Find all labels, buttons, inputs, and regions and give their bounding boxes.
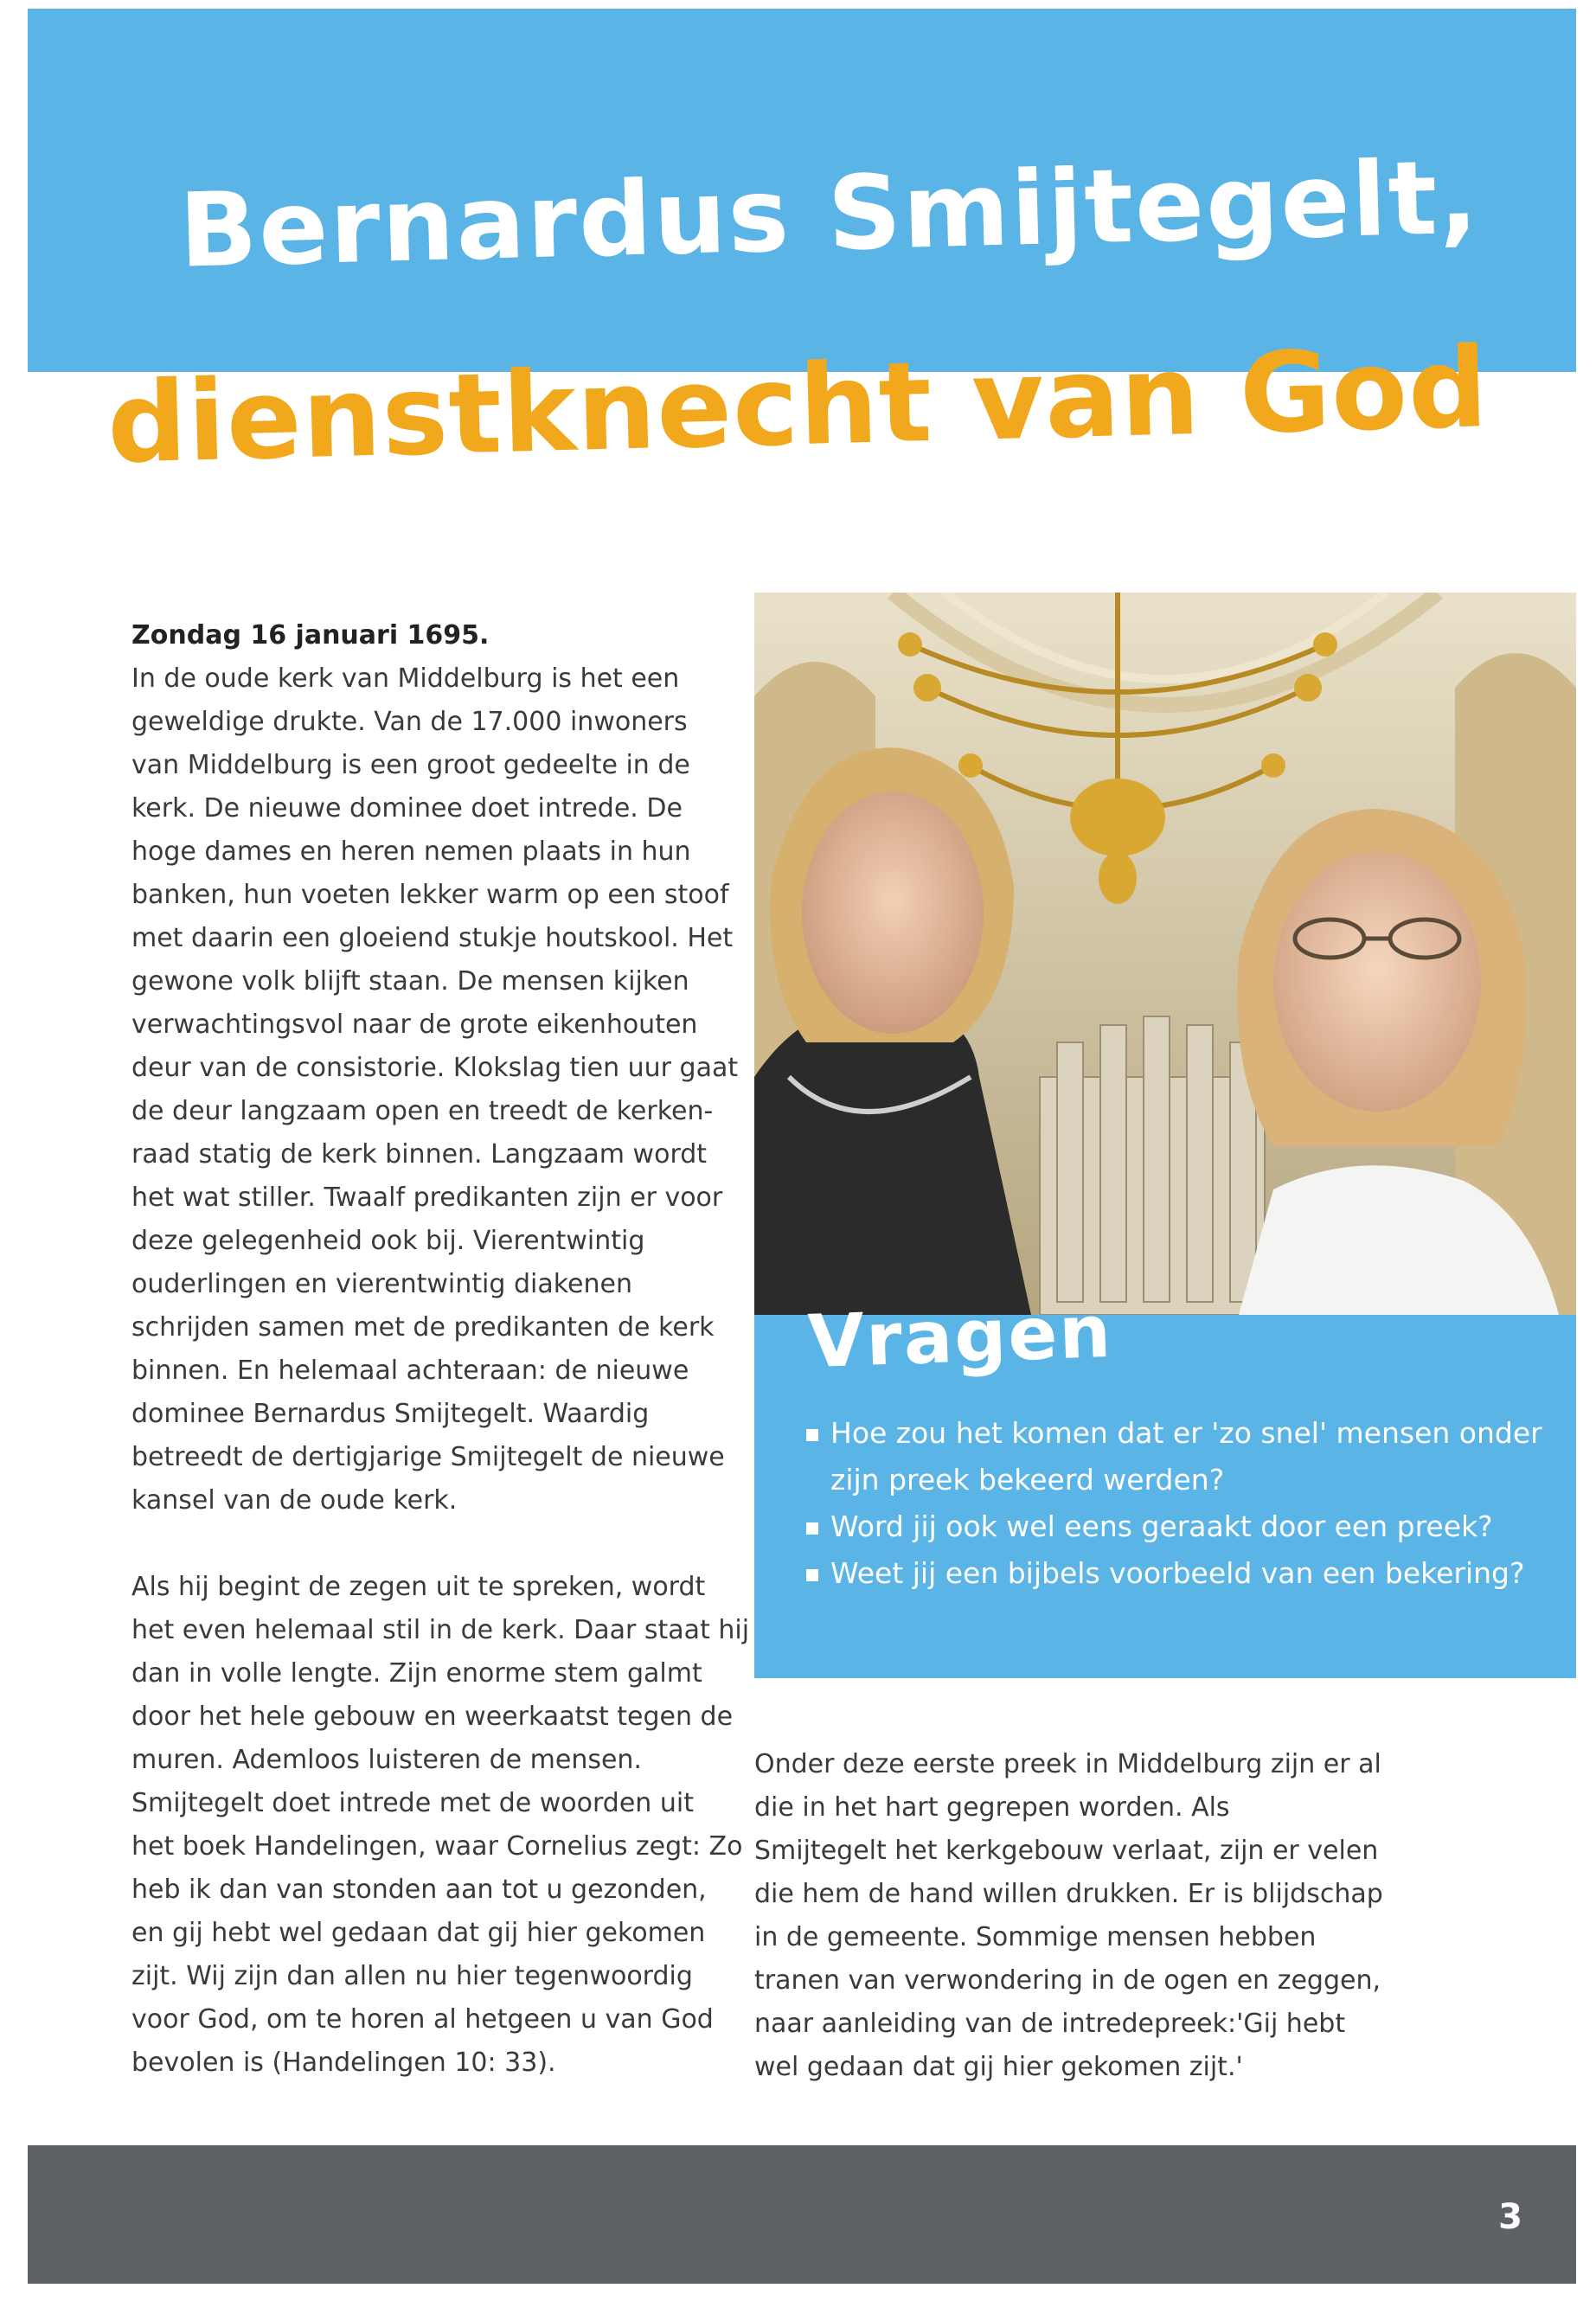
text-line: banken, hun voeten lekker warm op een stoof xyxy=(131,880,729,910)
text-line: schrijden samen met de predikanten de kerk xyxy=(131,1312,715,1343)
text-line: kansel van de oude kerk. xyxy=(131,1485,458,1516)
text-line: kerk. De nieuwe dominee doet intrede. De xyxy=(131,793,683,824)
article-date: Zondag 16 januari 1695. xyxy=(131,620,490,651)
text-line: zijt. Wij zijn dan allen nu hier tegenwoordig xyxy=(131,1961,693,1991)
text-line: deze gelegenheid ook bij. Vierentwintig xyxy=(131,1226,645,1256)
question-item xyxy=(806,1410,1550,1503)
article-paragraph-1 xyxy=(131,657,754,1522)
text-line: ouderlingen en vierentwintig diakenen xyxy=(131,1269,632,1299)
text-line: en gij hebt wel gedaan dat gij hier gekomen xyxy=(131,1918,706,1948)
text-line: binnen. En helemaal achteraan: de nieuwe xyxy=(131,1356,689,1386)
text-line: die in het hart gegrepen worden. Als xyxy=(754,1792,1230,1823)
text-line: verwachtingsvol naar de grote eikenhouten xyxy=(131,1009,698,1040)
square-bullet-icon xyxy=(806,1569,818,1581)
text-line: in de gemeente. Sommige mensen hebben xyxy=(754,1922,1317,1952)
footer-band xyxy=(28,2145,1576,2284)
square-bullet-icon xyxy=(806,1429,818,1441)
text-line: hoge dames en heren nemen plaats in hun xyxy=(131,836,691,867)
text-line: heb ik dan van stonden aan tot u gezonden, xyxy=(131,1875,707,1905)
questions-title: Vragen xyxy=(806,1288,1114,1385)
text-line: voor God, om te horen al hetgeen u van God xyxy=(131,2004,714,2035)
article-right-column xyxy=(754,1743,1386,2089)
text-line: dominee Bernardus Smijtegelt. Waardig xyxy=(131,1399,650,1429)
text-line: Smijtegelt het kerkgebouw verlaat, zijn er velen xyxy=(754,1836,1379,1866)
text-line: tranen van verwondering in de ogen en zeggen, xyxy=(754,1965,1381,1996)
text-line: betreedt de dertigjarige Smijtegelt de nieuwe xyxy=(131,1442,725,1472)
text-line: het even helemaal stil in de kerk. Daar staat hij xyxy=(131,1615,750,1645)
question-text: Weet jij een bijbels voorbeeld van een bekering? xyxy=(830,1556,1525,1590)
text-line: muren. Ademloos luisteren de mensen. xyxy=(131,1745,642,1775)
text-line: het boek Handelingen, waar Cornelius zegt: Zo xyxy=(131,1831,743,1862)
text-line: met daarin een gloeiend stukje houtskool. Het xyxy=(131,923,734,953)
text-line: bevolen is (Handelingen 10: 33). xyxy=(131,2048,556,2078)
question-text: Word jij ook wel eens geraakt door een preek? xyxy=(830,1509,1493,1543)
text-line: naar aanleiding van de intredepreek:'Gij hebt xyxy=(754,2009,1346,2039)
questions-box xyxy=(754,1288,1576,1678)
paragraph-gap xyxy=(131,1522,754,1566)
church-photo xyxy=(754,593,1576,1315)
text-line: deur van de consistorie. Klokslag tien uur gaat xyxy=(131,1053,739,1083)
text-line: Smijtegelt doet intrede met de woorden uit xyxy=(131,1788,694,1818)
text-line: dan in volle lengte. Zijn enorme stem galmt xyxy=(131,1658,702,1689)
text-line: raad statig de kerk binnen. Langzaam wordt xyxy=(131,1139,708,1170)
text-line: gewone volk blijft staan. De mensen kijken xyxy=(131,966,689,997)
article-paragraph-2 xyxy=(131,1566,754,2085)
magazine-page xyxy=(28,9,1576,2284)
questions-list xyxy=(806,1410,1550,1597)
text-line: door het hele gebouw en weerkaatst tegen de xyxy=(131,1702,734,1732)
text-line: de deur langzaam open en treedt de kerken- xyxy=(131,1096,714,1126)
text-line: Als hij begint de zegen uit te spreken, wordt xyxy=(131,1572,706,1602)
headline-subtitle: dienstknecht van God xyxy=(106,324,1490,489)
text-line: geweldige drukte. Van de 17.000 inwoners xyxy=(131,707,688,737)
square-bullet-icon xyxy=(806,1522,818,1535)
article-left-column xyxy=(131,614,754,2085)
text-line: die hem de hand willen drukken. Er is blijdschap xyxy=(754,1879,1383,1909)
text-line: Onder deze eerste preek in Middelburg zijn er al xyxy=(754,1749,1381,1779)
text-line: het wat stiller. Twaalf predikanten zijn er voor xyxy=(131,1183,723,1213)
text-line: van Middelburg is een groot gedeelte in de xyxy=(131,750,690,780)
question-item xyxy=(806,1550,1550,1597)
text-line: In de oude kerk van Middelburg is het een xyxy=(131,663,680,694)
page-number: 3 xyxy=(1498,2197,1522,2237)
question-text: Hoe zou het komen dat er 'zo snel' mensen onder zijn preek bekeerd werden? xyxy=(830,1416,1542,1497)
headline-name: Bernardus Smijtegelt, xyxy=(177,137,1481,291)
photo-illustration xyxy=(754,593,1576,1315)
question-item xyxy=(806,1503,1550,1550)
text-line: wel gedaan dat gij hier gekomen zijt.' xyxy=(754,2052,1243,2082)
